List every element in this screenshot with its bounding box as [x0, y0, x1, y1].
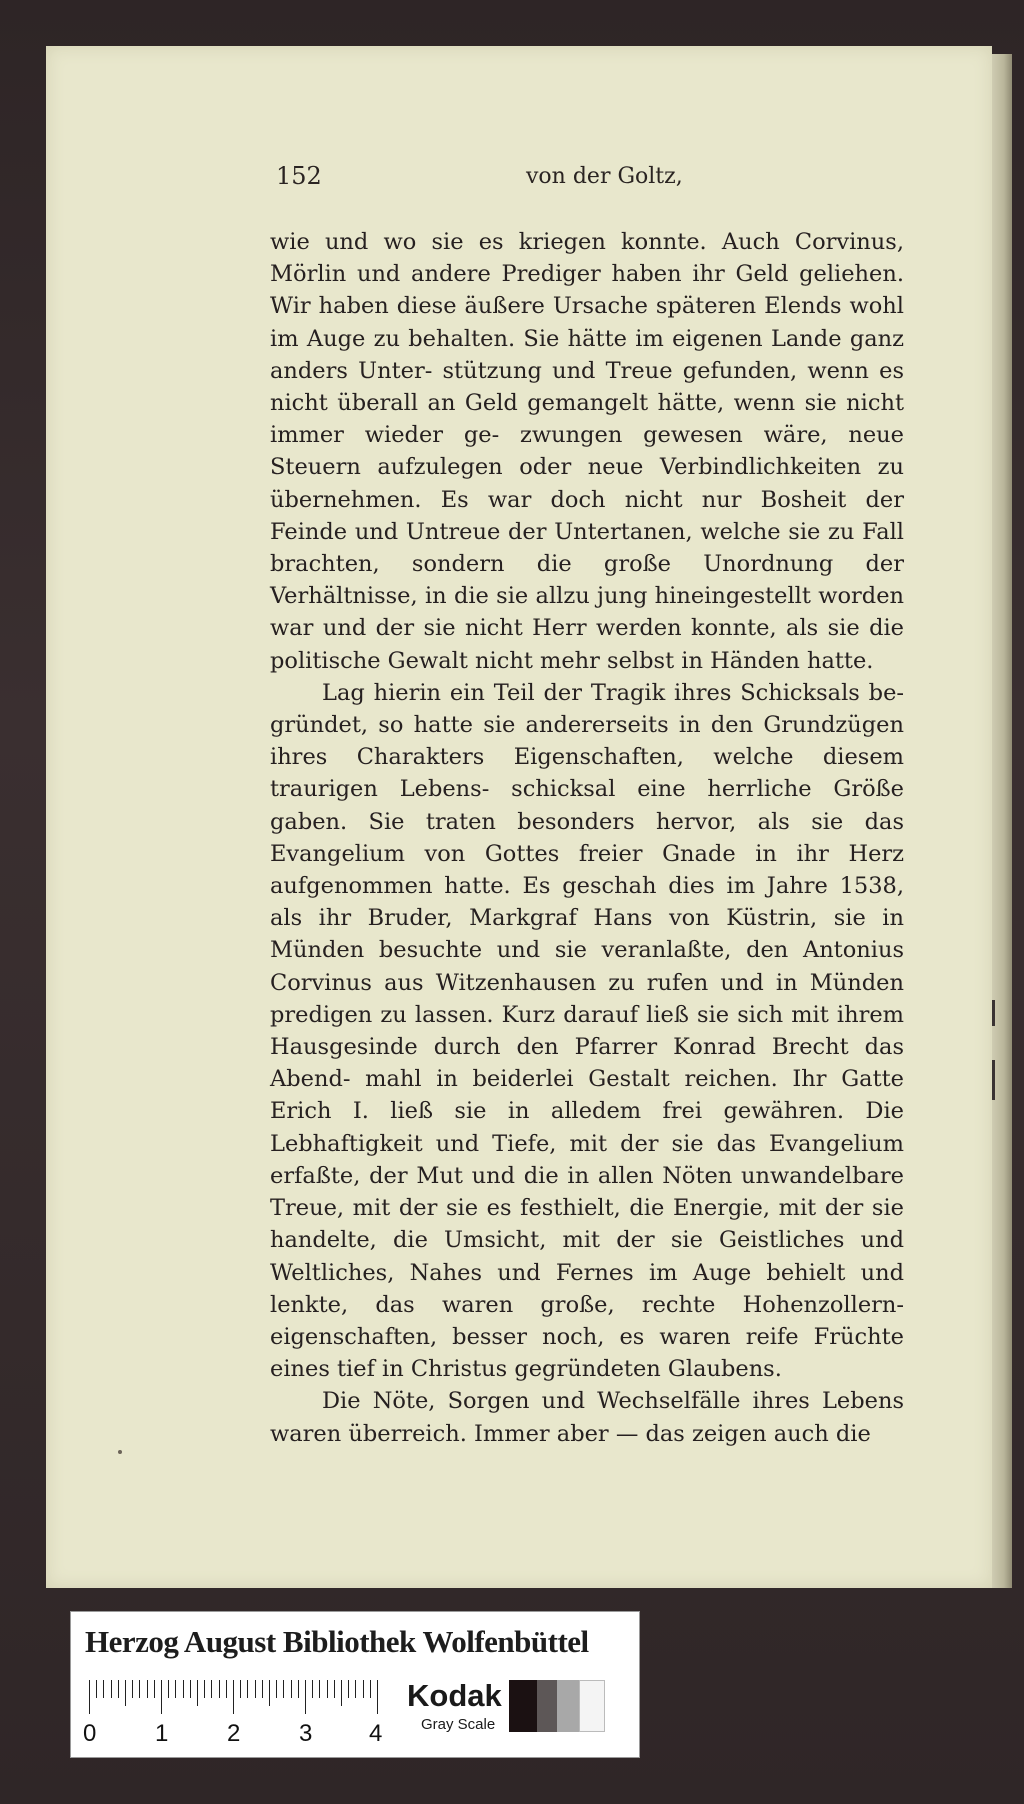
ruler-tick [341, 1680, 342, 1706]
ruler-tick [139, 1680, 140, 1698]
gray-swatch-black [509, 1680, 537, 1732]
archive-color-card [70, 1611, 640, 1758]
ruler-tick [377, 1680, 378, 1714]
ruler-tick [276, 1680, 277, 1698]
ruler-tick [161, 1680, 162, 1714]
ruler-tick [348, 1680, 349, 1698]
ruler-tick [233, 1680, 234, 1714]
ruler-tick [190, 1680, 191, 1698]
library-name: Herzog August Bibliothek Wolfenbüttel [85, 1624, 589, 1659]
ruler-tick [147, 1680, 148, 1698]
margin-mark [992, 1060, 995, 1100]
ruler-tick [355, 1680, 356, 1698]
ruler-tick [370, 1680, 371, 1698]
ruler-tick [247, 1680, 248, 1698]
running-head: von der Goltz, [526, 164, 683, 189]
page-number: 152 [276, 162, 322, 190]
paper-speck [118, 1450, 122, 1454]
ruler-tick [298, 1680, 299, 1698]
ruler-tick [118, 1680, 119, 1698]
ruler-tick [363, 1680, 364, 1698]
ruler-tick [89, 1680, 90, 1714]
ruler-tick [111, 1680, 112, 1698]
paragraph: Lag hierin ein Teil der Tragik ihres Schicksals be- gründet, so hatte sie andererseits in den Grundzügen ihres Charakters Eigenschaften, welche diesem traurigen Lebens- schicksal eine herrliche Größe gaben. Sie traten besonders hervor, als sie das Evangelium von Gottes freier Gnade in ihr Herz aufgenommen hatte. Es geschah dies im Jahre 1538, als ihr Bruder, Markgraf Hans von Küstrin, sie in Münden besuchte und sie veranlaßte, den Antonius Corvinus aus Witzenhausen zu rufen und in Münden predigen zu lassen. Kurz darauf ließ sie sich mit ihrem Hausgesinde durch den Pfarrer Konrad Brecht das Abend- mahl in beiderlei Gestalt reichen. Ihr Gatte Erich I. ließ sie in alledem frei gewähren. Die Lebhaftigkeit und Tiefe, mit der sie das Evangelium erfaßte, der Mut und die in allen Nöten unwandelbare Treue, mit der sie es festhielt, die Energie, mit der sie handelte, die Umsicht, mit der sie Geistliches und Weltliches, Nahes und Fernes im Auge behielt und lenkte, das waren große, rechte Hohenzollern- eigenschaften, besser noch, es waren reife Früchte eines tief in Christus gegründeten Glaubens. [270, 679, 904, 1383]
ruler-tick [211, 1680, 212, 1698]
page-header [276, 162, 906, 202]
ruler-tick [96, 1680, 97, 1698]
ruler-tick [269, 1680, 270, 1706]
ruler-number: 0 [83, 1720, 97, 1747]
ruler-tick [305, 1680, 306, 1714]
margin-mark [992, 1000, 995, 1026]
ruler-tick [183, 1680, 184, 1698]
ruler-tick [255, 1680, 256, 1698]
ruler-tick [319, 1680, 320, 1698]
paragraph: wie und wo sie es kriegen konnte. Auch Corvinus, Mörlin und andere Prediger haben ihr Geld geliehen. Wir haben diese äußere Ursache späteren Elends wohl im Auge zu behalten. Sie hätte im eigenen Lande ganz anders Unter- stützung und Treue gefunden, wenn es nicht überall an Geld gemangelt hätte, wenn sie nicht immer wieder ge- zwungen gewesen wäre, neue Steuern aufzulegen oder neue Verbindlichkeiten zu übernehmen. Es war doch nicht nur Bosheit der Feinde und Untreue der Untertanen, welche sie zu Fall brachten, sondern die große Unordnung der Verhältnisse, in die sie allzu jung hineingestellt worden war und der sie nicht Herr werden konnte, als sie die politische Gewalt nicht mehr selbst in Händen hatte. [270, 229, 904, 674]
ruler-tick [334, 1680, 335, 1698]
gray-scale-label: Gray Scale [421, 1716, 496, 1733]
ruler-number: 4 [369, 1720, 383, 1747]
gray-swatch-mid [557, 1680, 579, 1732]
facing-page-edge [992, 54, 1012, 1588]
ruler-tick [132, 1680, 133, 1698]
kodak-logo: Kodak [407, 1678, 502, 1713]
ruler-tick [175, 1680, 176, 1698]
ruler-tick [262, 1680, 263, 1698]
ruler-tick [312, 1680, 313, 1698]
gray-swatch-dark [537, 1680, 557, 1732]
ruler-tick [197, 1680, 198, 1706]
gray-swatch-white [579, 1680, 605, 1732]
paragraph: Die Nöte, Sorgen und Wechselfälle ihres Lebens waren überreich. Immer aber — das zeigen auch die [270, 1388, 904, 1447]
ruler-number: 3 [299, 1720, 313, 1747]
ruler-number: 2 [227, 1720, 241, 1747]
ruler-tick [240, 1680, 241, 1698]
ruler-tick [125, 1680, 126, 1706]
measuring-ruler [89, 1680, 409, 1714]
ruler-tick [327, 1680, 328, 1698]
ruler-tick [219, 1680, 220, 1698]
ruler-tick [103, 1680, 104, 1698]
ruler-tick [154, 1680, 155, 1698]
ruler-tick [204, 1680, 205, 1698]
ruler-number: 1 [155, 1720, 169, 1747]
body-text [270, 226, 904, 1450]
ruler-tick [226, 1680, 227, 1698]
ruler-tick [283, 1680, 284, 1698]
ruler-tick [168, 1680, 169, 1698]
ruler-tick [291, 1680, 292, 1698]
